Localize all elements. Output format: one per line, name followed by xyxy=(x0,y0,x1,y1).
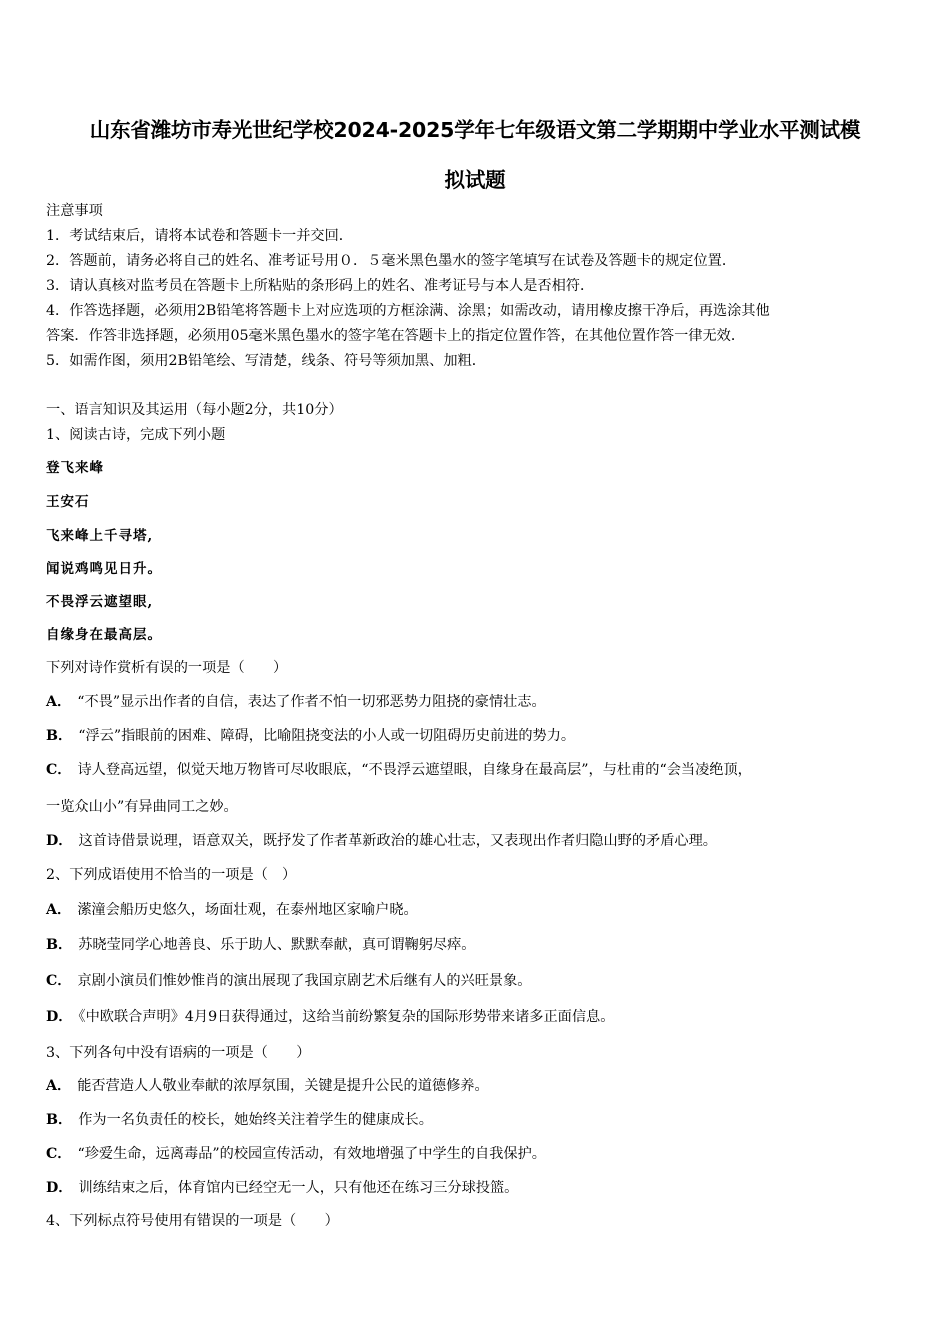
question-stem-3: 3、下列各句中没有语病的一项是（ ） xyxy=(46,1045,311,1061)
poem-line: 飞来峰上千寻塔, xyxy=(46,528,154,544)
option-text: 能否营造人人敬业奉献的浓厚氛围，关键是提升公民的道德修养。 xyxy=(77,1078,489,1094)
option-text: “浮云”指眼前的困难、障碍，比喻阻挠变法的小人或一切阻碍历史前进的势力。 xyxy=(78,728,576,744)
option-q2-c xyxy=(46,971,906,991)
option-label: C． xyxy=(46,1146,72,1162)
option-text: 训练结束之后，体育馆内已经空无一人，只有他还在练习三分球投篮。 xyxy=(78,1180,519,1196)
option-text: 潆潼会船历史悠久，场面壮观，在泰州地区家喻户晓。 xyxy=(77,902,418,918)
option-text: 京剧小演员们惟妙惟肖的演出展现了我国京剧艺术后继有人的兴旺景象。 xyxy=(77,973,532,989)
poem-line: 闻说鸡鸣见日升。 xyxy=(46,561,162,577)
option-text: “珍爱生命，远离毒品”的校园宣传活动，有效地增强了中学生的自我保护。 xyxy=(77,1146,546,1162)
option-text: 这首诗借景说理，语意双关，既抒发了作者革新政治的雄心壮志，又表现出作者归隐山野的矛盾心理。 xyxy=(78,833,717,849)
option-label: B． xyxy=(46,1112,73,1128)
option-label: C． xyxy=(46,762,72,778)
option-q1-c-continued xyxy=(46,797,906,817)
option-text: 作为一名负责任的校长，她始终关注着学生的健康成长。 xyxy=(78,1112,433,1128)
notice-item: 答案．作答非选择题，必须用05毫米黑色墨水的签字笔在答题卡上的指定位置作答，在其他位置作答一律无效． xyxy=(46,328,746,344)
option-q1-c xyxy=(46,760,906,780)
question-stem-1: 1、阅读古诗，完成下列小题 xyxy=(46,427,226,443)
poem-line: 不畏浮云遮望眼, xyxy=(46,594,154,610)
option-label: A． xyxy=(46,902,72,918)
poem-title: 登飞来峰 xyxy=(46,460,104,476)
notice-item: 1．考试结束后，请将本试卷和答题卡一并交回． xyxy=(46,228,353,244)
option-text: 一览众山小”有异曲同工之妙。 xyxy=(46,799,238,815)
option-q3-b xyxy=(46,1110,906,1130)
option-label: D． xyxy=(46,1180,73,1196)
question-stem-4: 4、下列标点符号使用有错误的一项是（ ） xyxy=(46,1213,339,1229)
option-q1-a xyxy=(46,692,906,712)
notice-item: 4．作答选择题，必须用2B铅笔将答题卡上对应选项的方框涂满、涂黑；如需改动，请用橡皮擦干净后，再选涂其他 xyxy=(46,303,770,319)
option-text: 苏晓莹同学心地善良、乐于助人、默默奉献，真可谓鞠躬尽瘁。 xyxy=(78,937,476,953)
option-label: B． xyxy=(46,728,73,744)
option-q1-b xyxy=(46,726,906,746)
option-text: 诗人登高远望，似觉天地万物皆可尽收眼底，“不畏浮云遮望眼，自缘身在最高层”，与杜甫的“会当凌绝顶， xyxy=(77,762,752,778)
option-q2-a xyxy=(46,900,906,920)
poem-author: 王安石 xyxy=(46,494,90,510)
notice-item: 2．答题前，请务必将自己的姓名、准考证号用０．５毫米黑色墨水的签字笔填写在试卷及答题卡的规定位置． xyxy=(46,253,737,269)
option-q1-d xyxy=(46,831,906,851)
option-label: D． xyxy=(46,833,73,849)
sub-question: 下列对诗作赏析有误的一项是（ ） xyxy=(46,660,288,676)
page-title-line2: 拟试题 xyxy=(444,168,506,192)
notice-heading: 注意事项 xyxy=(46,203,103,219)
option-q2-b xyxy=(46,935,906,955)
option-label: C． xyxy=(46,973,72,989)
option-q2-d xyxy=(46,1007,906,1027)
section-heading: 一、语言知识及其运用（每小题2分，共10分） xyxy=(46,402,343,418)
option-q3-d xyxy=(46,1178,906,1198)
option-q3-c xyxy=(46,1144,906,1164)
notice-item: 3．请认真核对监考员在答题卡上所粘贴的条形码上的姓名、准考证号与本人是否相符． xyxy=(46,278,595,294)
option-label: A． xyxy=(46,694,72,710)
option-text: 《中欧联合声明》4月9日获得通过，这给当前纷繁复杂的国际形势带来诸多正面信息。 xyxy=(78,1009,615,1025)
option-label: A． xyxy=(46,1078,72,1094)
option-q3-a xyxy=(46,1076,906,1096)
poem-line: 自缘身在最高层。 xyxy=(46,627,162,643)
option-text: “不畏”显示出作者的自信，表达了作者不怕一切邪恶势力阻挠的豪情壮志。 xyxy=(77,694,546,710)
option-label: B． xyxy=(46,937,73,953)
question-stem-2: 2、下列成语使用不恰当的一项是（ ） xyxy=(46,867,297,883)
notice-item: 5．如需作图，须用2B铅笔绘、写清楚，线条、符号等须加黑、加粗． xyxy=(46,353,486,369)
option-label: D． xyxy=(46,1009,73,1025)
page-title-line1: 山东省潍坊市寿光世纪学校2024-2025学年七年级语文第二学期期中学业水平测试模 xyxy=(89,118,861,142)
